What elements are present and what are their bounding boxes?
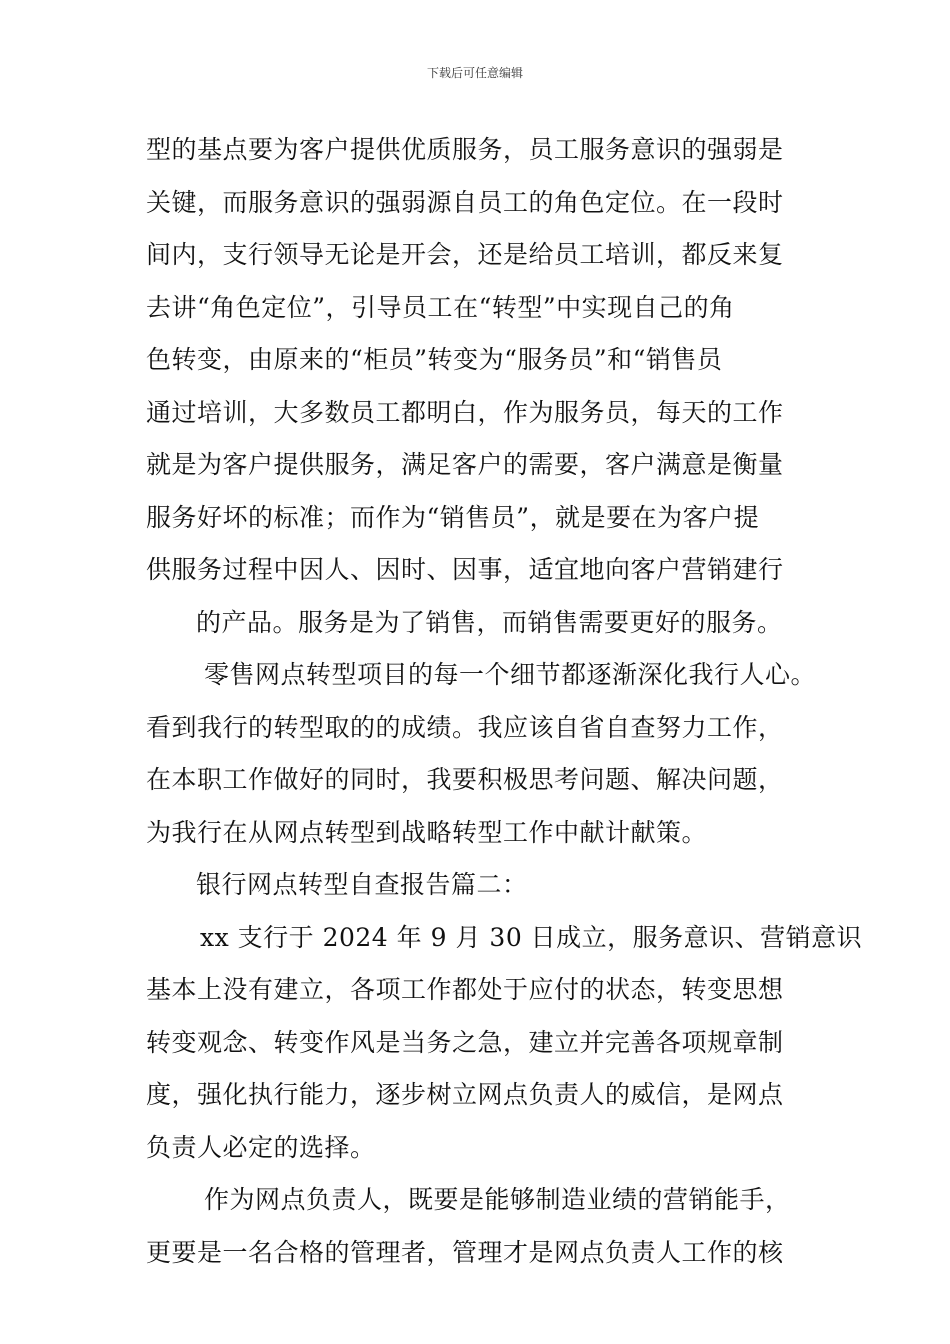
paragraph-start-line: 作为网点负责人，既要是能够制造业绩的营销能手， [204, 1185, 791, 1214]
text-line: 关键，而服务意识的强弱源自员工的角色定位。在一段时 [146, 187, 784, 217]
text-line: 间内，支行领导无论是开会，还是给员工培训，都反来复 [146, 240, 784, 269]
text-line: 看到我行的转型取的的成绩。我应该自省自查努力工作， [146, 712, 784, 742]
text-line: 服务好坏的标准；而作为“销售员”，就是要在为客户提 [146, 502, 760, 532]
text-line: 转变观念、转变作风是当务之急，建立并完善各项规章制 [146, 1027, 784, 1057]
text-line: 的产品。服务是为了销售，而销售需要更好的服务。 [196, 607, 783, 637]
text-line: 色转变，由原来的“柜员”转变为“服务员”和“销售员 [146, 345, 723, 374]
text-line: 去讲“角色定位”，引导员工在“转型”中实现自己的角 [146, 292, 735, 322]
document-body [146, 128, 863, 1283]
text-line: 就是为客户提供服务，满足客户的需要，客户满意是衡量 [146, 450, 784, 479]
text-line: 更要是一名合格的管理者，管理才是网点负责人工作的核 [146, 1237, 784, 1267]
text-line: 通过培训，大多数员工都明白，作为服务员，每天的工作 [146, 397, 784, 427]
paragraph-start-line: 零售网点转型项目的每一个细节都逐渐深化我行人心。 [204, 660, 817, 689]
text-line: 基本上没有建立，各项工作都处于应付的状态，转变思想 [146, 975, 784, 1004]
text-line: 供服务过程中因人、因时、因事，适宜地向客户营销建行 [146, 555, 784, 584]
text-line: 负责人必定的选择。 [146, 1132, 376, 1162]
text-line: 度，强化执行能力，逐步树立网点负责人的威信，是网点 [146, 1080, 784, 1109]
paragraph-start-line: xx 支行于 2024 年 9 月 30 日成立，服务意识、营销意识 [200, 922, 863, 952]
text-line: 型的基点要为客户提供优质服务，员工服务意识的强弱是 [146, 135, 784, 164]
page-header-note: 下载后可任意编辑 [426, 66, 523, 80]
section-heading: 银行网点转型自查报告篇二： [196, 870, 528, 899]
text-line: 在本职工作做好的同时，我要积极思考问题、解决问题， [146, 765, 784, 794]
text-line: 为我行在从网点转型到战略转型工作中献计献策。 [146, 817, 708, 847]
